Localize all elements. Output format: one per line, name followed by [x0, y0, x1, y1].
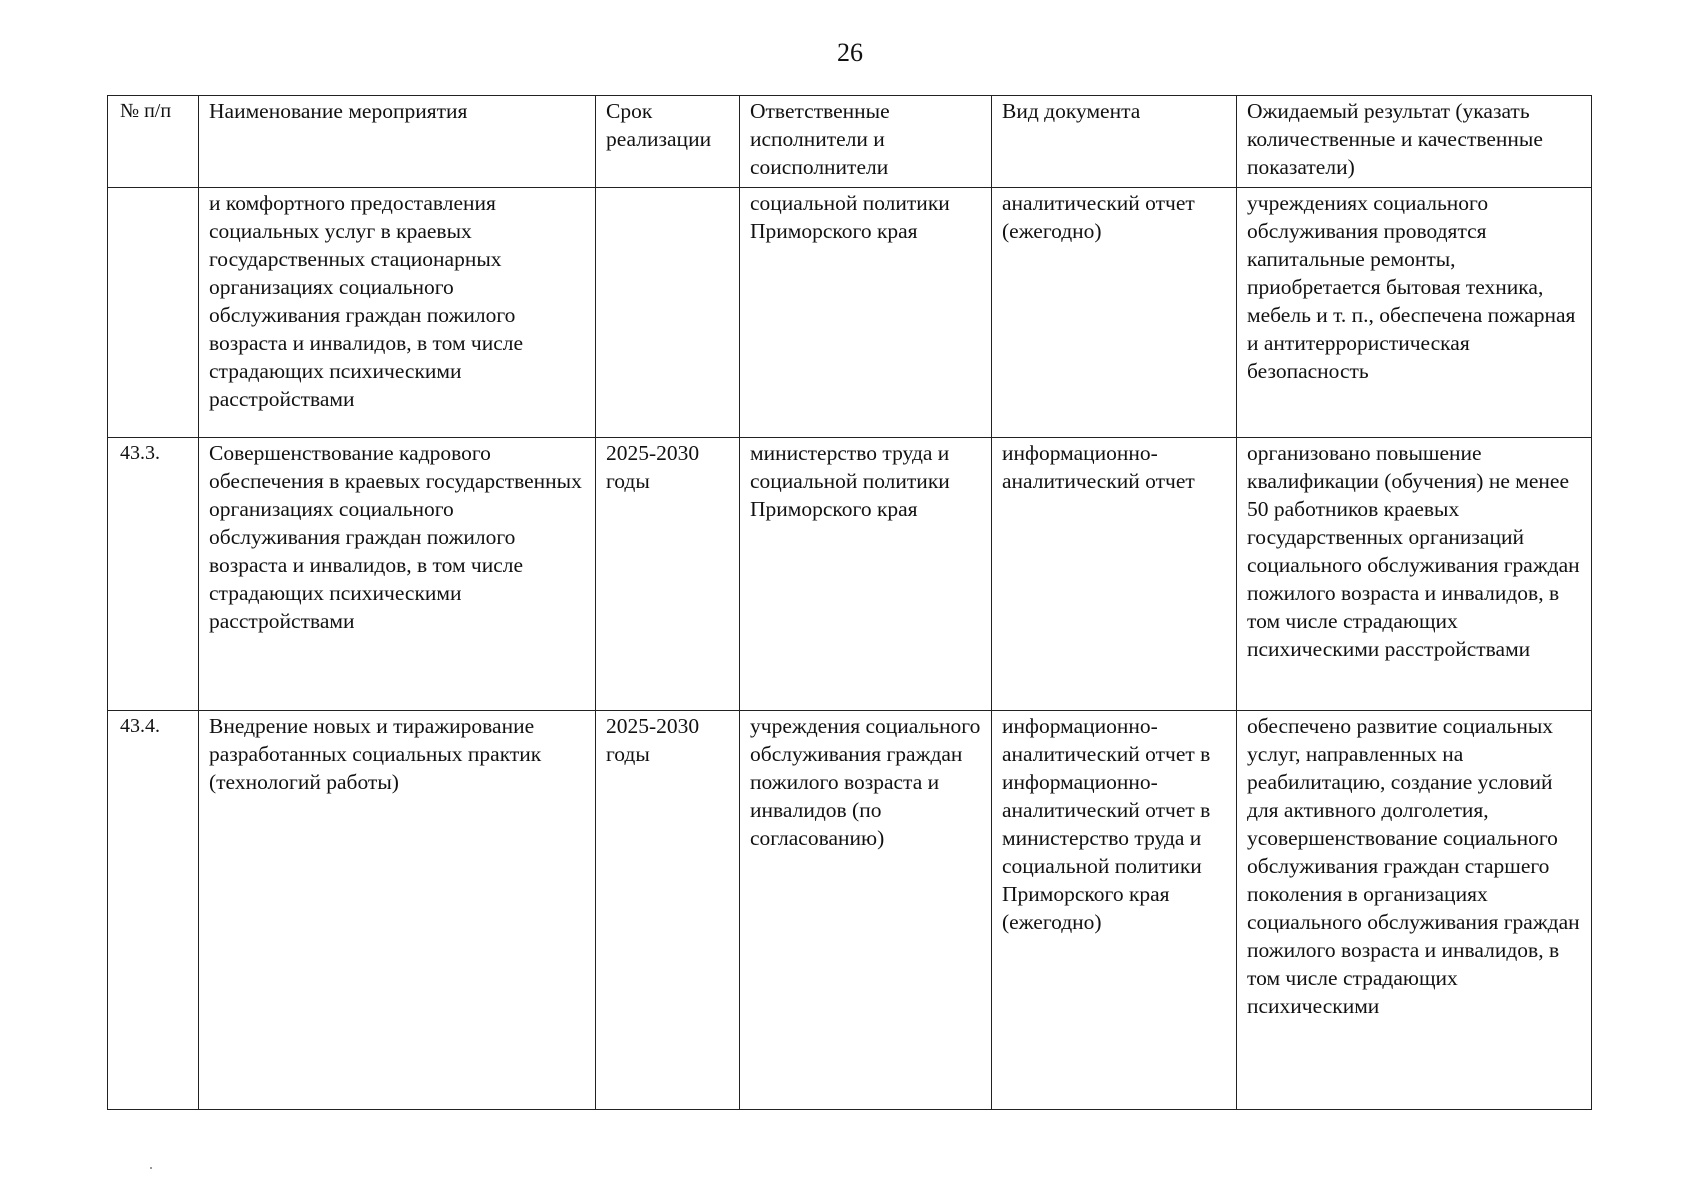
row-num — [108, 188, 199, 438]
header-responsible: Ответственные исполнители и соисполнители — [740, 96, 992, 188]
row-term: 2025-2030 годы — [596, 438, 740, 711]
row-name: Внедрение новых и тиражирование разработанных социальных практик (технологий работы) — [199, 711, 596, 1110]
row-name: Совершенствование кадрового обеспечения в краевых государственных организациях социального обслуживания граждан пожилого возраста и инвалидов, в том числе страдающих психическими расстройствами — [199, 438, 596, 711]
row-result: учреждениях социального обслуживания проводятся капитальные ремонты, приобретается бытовая техника, мебель и т. п., обеспечена пожарная и антитеррористическая безопасность — [1237, 188, 1592, 438]
row-name: и комфортного предоставления социальных услуг в краевых государственных стационарных организациях социального обслуживания граждан пожилого возраста и инвалидов, в том числе страдающих психическими расстройствами — [199, 188, 596, 438]
row-term: 2025-2030 годы — [596, 711, 740, 1110]
table-row — [108, 188, 1592, 438]
row-responsible: министерство труда и социальной политики Приморского края — [740, 438, 992, 711]
row-doc-type: информационно-аналитический отчет в информационно-аналитический отчет в министерство труда и социальной политики Приморского края (ежегодно) — [992, 711, 1237, 1110]
row-term — [596, 188, 740, 438]
header-result: Ожидаемый результат (указать количественные и качественные показатели) — [1237, 96, 1592, 188]
scan-speck — [150, 1167, 152, 1169]
row-doc-type: аналитический отчет (ежегодно) — [992, 188, 1237, 438]
row-num: 43.4. — [108, 711, 199, 1110]
row-responsible: учреждения социального обслуживания граждан пожилого возраста и инвалидов (по согласованию) — [740, 711, 992, 1110]
header-doc-type: Вид документа — [992, 96, 1237, 188]
table-header-row — [108, 96, 1592, 188]
header-name: Наименование мероприятия — [199, 96, 596, 188]
row-doc-type: информационно-аналитический отчет — [992, 438, 1237, 711]
row-result: организовано повышение квалификации (обучения) не менее 50 работников краевых государственных организаций социального обслуживания граждан пожилого возраста и инвалидов, в том числе страдающих психическими расстройствами — [1237, 438, 1592, 711]
row-responsible: социальной политики Приморского края — [740, 188, 992, 438]
table-row — [108, 711, 1592, 1110]
row-num: 43.3. — [108, 438, 199, 711]
header-term: Срок реализации — [596, 96, 740, 188]
table-row — [108, 438, 1592, 711]
page-number: 26 — [837, 38, 863, 67]
row-result: обеспечено развитие социальных услуг, направленных на реабилитацию, создание условий для активного долголетия, усовершенствование социального обслуживания граждан старшего поколения в организациях социального обслуживания граждан пожилого возраста и инвалидов, в том числе страдающих психическими — [1237, 711, 1592, 1110]
header-num: № п/п — [108, 96, 199, 188]
action-plan-table — [107, 95, 1592, 1110]
